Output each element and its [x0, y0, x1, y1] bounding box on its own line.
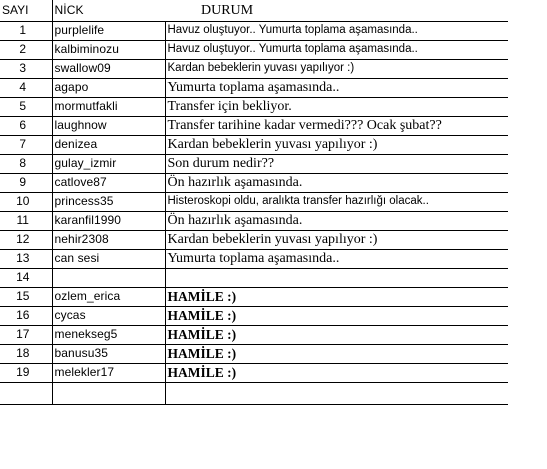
status-cell[interactable]: Yumurta toplama aşamasında.. [165, 78, 508, 97]
nick-cell[interactable]: kalbiminozu [52, 40, 165, 59]
nick-cell[interactable]: karanfil1990 [52, 211, 165, 230]
nick-cell[interactable]: melekler17 [52, 363, 165, 382]
empty-cell[interactable] [52, 382, 165, 404]
nick-cell[interactable]: purplelife [52, 21, 165, 40]
table-row [0, 306, 508, 325]
nick-cell[interactable]: swallow09 [52, 59, 165, 78]
nick-cell[interactable]: princess35 [52, 192, 165, 211]
header-status[interactable]: DURUM [165, 0, 508, 21]
nick-cell[interactable]: nehir2308 [52, 230, 165, 249]
table-row [0, 249, 508, 268]
status-cell[interactable]: Transfer için bekliyor. [165, 97, 508, 116]
nick-cell[interactable]: menekseg5 [52, 325, 165, 344]
header-no[interactable]: SAYI [0, 0, 52, 21]
table-row [0, 211, 508, 230]
status-cell[interactable]: Kardan bebeklerin yuvası yapılıyor :) [165, 59, 508, 78]
status-cell[interactable]: Ön hazırlık aşamasında. [165, 173, 508, 192]
status-cell[interactable]: HAMİLE :) [165, 344, 508, 363]
table-row [0, 97, 508, 116]
nick-cell[interactable]: laughnow [52, 116, 165, 135]
status-cell[interactable]: HAMİLE :) [165, 306, 508, 325]
table-row [0, 363, 508, 382]
nick-cell[interactable]: gulay_izmir [52, 154, 165, 173]
table-row [0, 59, 508, 78]
row-number-cell[interactable]: 7 [0, 135, 52, 154]
row-number-cell[interactable]: 15 [0, 287, 52, 306]
row-number-cell[interactable]: 1 [0, 21, 52, 40]
status-cell[interactable]: HAMİLE :) [165, 325, 508, 344]
row-number-cell[interactable]: 8 [0, 154, 52, 173]
empty-cell[interactable] [165, 382, 508, 404]
header-row [0, 0, 508, 21]
nick-cell[interactable] [52, 268, 165, 287]
row-number-cell[interactable]: 13 [0, 249, 52, 268]
status-cell[interactable]: Kardan bebeklerin yuvası yapılıyor :) [165, 230, 508, 249]
row-number-cell[interactable]: 10 [0, 192, 52, 211]
nick-cell[interactable]: denizea [52, 135, 165, 154]
row-number-cell[interactable]: 19 [0, 363, 52, 382]
nick-cell[interactable]: ozlem_erica [52, 287, 165, 306]
row-number-cell[interactable]: 18 [0, 344, 52, 363]
empty-cell[interactable] [0, 382, 52, 404]
status-cell[interactable]: Havuz oluştuyor.. Yumurta toplama aşamasında.. [165, 40, 508, 59]
nick-cell[interactable]: can sesi [52, 249, 165, 268]
table-row [0, 192, 508, 211]
table-row [0, 78, 508, 97]
table-row [0, 344, 508, 363]
nick-cell[interactable]: catlove87 [52, 173, 165, 192]
table-row [0, 21, 508, 40]
status-cell[interactable] [165, 268, 508, 287]
nick-cell[interactable]: cycas [52, 306, 165, 325]
status-cell[interactable]: HAMİLE :) [165, 287, 508, 306]
row-number-cell[interactable]: 9 [0, 173, 52, 192]
status-cell[interactable]: Son durum nedir?? [165, 154, 508, 173]
row-number-cell[interactable]: 5 [0, 97, 52, 116]
row-number-cell[interactable]: 16 [0, 306, 52, 325]
status-cell[interactable]: Havuz oluştuyor.. Yumurta toplama aşamasında.. [165, 21, 508, 40]
status-cell[interactable]: Kardan bebeklerin yuvası yapılıyor :) [165, 135, 508, 154]
status-cell[interactable]: Yumurta toplama aşamasında.. [165, 249, 508, 268]
empty-row [0, 382, 508, 404]
table-row [0, 268, 508, 287]
status-cell[interactable]: Histeroskopi oldu, aralıkta transfer hazırlığı olacak.. [165, 192, 508, 211]
nick-cell[interactable]: mormutfakli [52, 97, 165, 116]
table-row [0, 116, 508, 135]
nick-cell[interactable]: agapo [52, 78, 165, 97]
row-number-cell[interactable]: 12 [0, 230, 52, 249]
header-nick[interactable]: NİCK [52, 0, 165, 21]
row-number-cell[interactable]: 3 [0, 59, 52, 78]
table-row [0, 325, 508, 344]
status-cell[interactable]: Transfer tarihine kadar vermedi??? Ocak şubat?? [165, 116, 508, 135]
nick-cell[interactable]: banusu35 [52, 344, 165, 363]
table-row [0, 135, 508, 154]
table-row [0, 173, 508, 192]
table-row [0, 230, 508, 249]
row-number-cell[interactable]: 6 [0, 116, 52, 135]
table-row [0, 40, 508, 59]
table-row [0, 154, 508, 173]
row-number-cell[interactable]: 4 [0, 78, 52, 97]
table-row [0, 287, 508, 306]
status-cell[interactable]: Ön hazırlık aşamasında. [165, 211, 508, 230]
row-number-cell[interactable]: 2 [0, 40, 52, 59]
status-cell[interactable]: HAMİLE :) [165, 363, 508, 382]
row-number-cell[interactable]: 14 [0, 268, 52, 287]
row-number-cell[interactable]: 17 [0, 325, 52, 344]
row-number-cell[interactable]: 11 [0, 211, 52, 230]
